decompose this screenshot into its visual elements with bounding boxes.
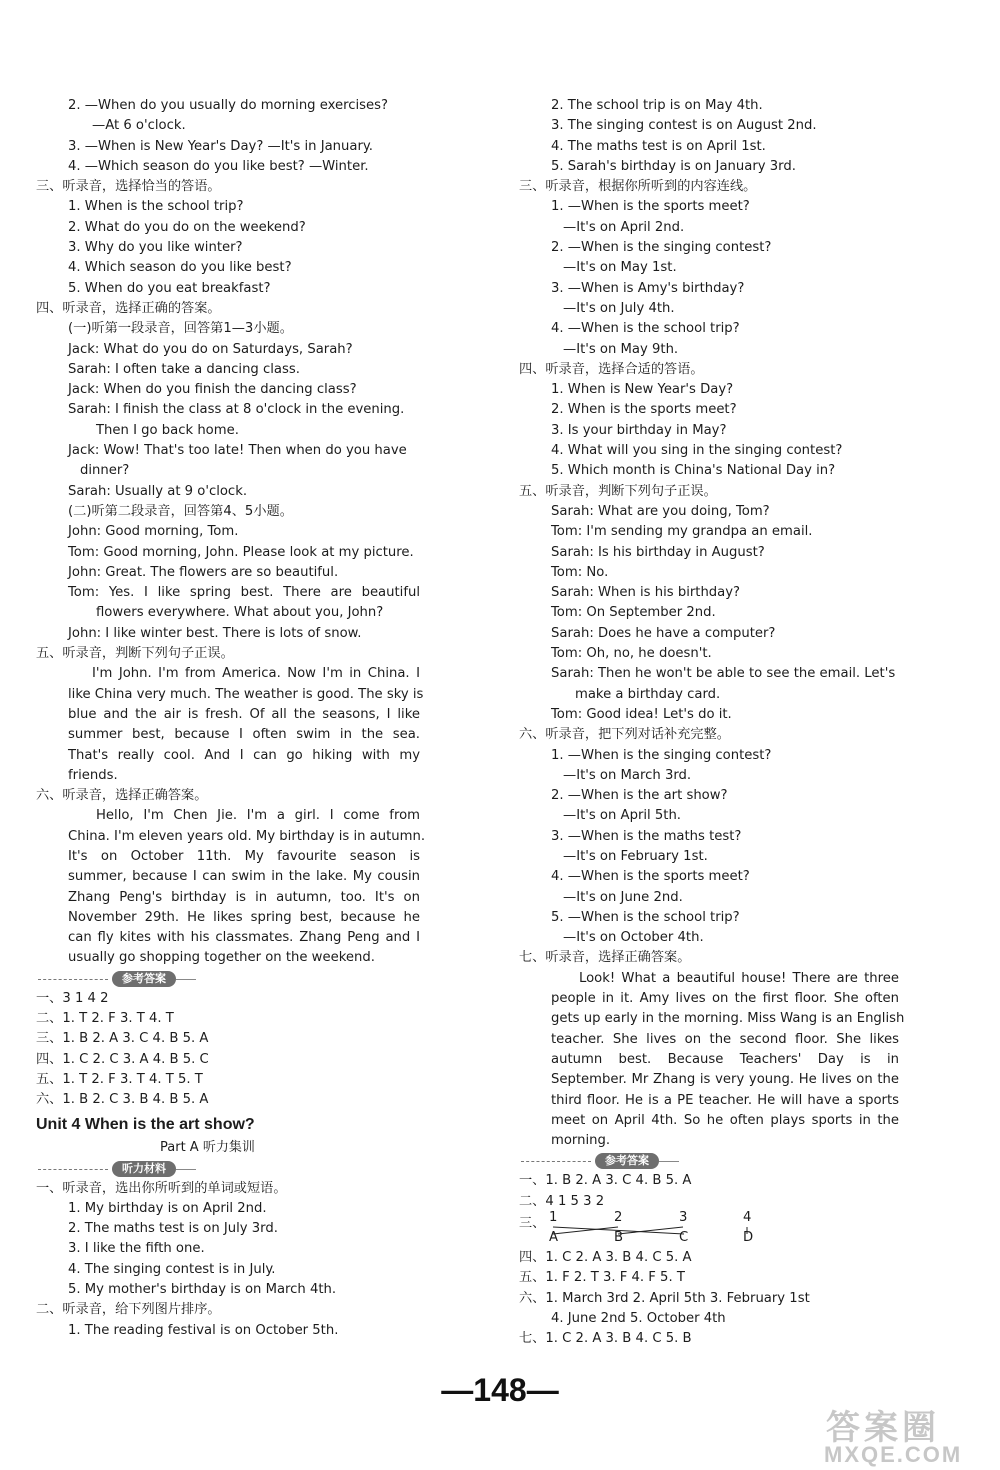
text-line: 5. When do you eat breakfast?: [68, 280, 271, 296]
right-column: [519, 96, 905, 1350]
match-lines: [519, 1212, 779, 1248]
text-line: 2. The school trip is on May 4th.: [551, 98, 763, 113]
section-heading: 二、听录音，给下列图片排序。: [36, 1302, 221, 1318]
text-line: —It's on July 4th.: [563, 300, 675, 316]
match-top-label: 1: [549, 1210, 558, 1226]
text-line: meet on April 4th. So he often plays sports in the: [551, 1112, 899, 1128]
section-badge: [519, 1151, 899, 1171]
text-line: Sarah: Does he have a computer?: [551, 625, 776, 641]
match-bottom-label: A: [549, 1230, 559, 1246]
section-badge: [36, 1159, 420, 1179]
text-line: make a birthday card.: [575, 686, 721, 702]
answer-line: 六、1. B 2. C 3. B 4. B 5. A: [36, 1092, 209, 1108]
watermark-text: 答案圈: [826, 1408, 940, 1448]
answer-line: 二、1. T 2. F 3. T 4. T: [36, 1011, 174, 1027]
text-line: 4. Which season do you like best?: [68, 260, 292, 276]
match-top-label: 4: [743, 1210, 752, 1226]
section-heading: 六、听录音，把下列对话补充完整。: [519, 727, 730, 743]
text-line: November 29th. He likes spring best, because he: [68, 909, 420, 925]
text-line: Sarah: Then he won't be able to see the email. Let's: [551, 666, 896, 682]
text-line: 1. When is New Year's Day?: [551, 382, 734, 398]
text-line: —It's on April 2nd.: [563, 219, 685, 235]
badge-label: 参考答案: [595, 1153, 659, 1169]
answer-line: 一、3 1 4 2: [36, 990, 109, 1006]
text-line: I'm John. I'm from America. Now I'm in China. I: [92, 666, 420, 682]
text-line: gets up early in the morning. Miss Wang is an English: [551, 1011, 905, 1027]
text-line: 4. The singing contest is in July.: [68, 1261, 276, 1277]
text-line: Jack: Wow! That's too late! Then when do you have: [68, 443, 407, 459]
text-line: 1. When is the school trip?: [68, 199, 244, 215]
match-top-label: 2: [614, 1210, 623, 1226]
section-heading: 四、听录音，选择正确的答案。: [36, 300, 221, 316]
section-heading: 六、听录音，选择正确答案。: [36, 788, 208, 804]
text-line: dinner?: [80, 463, 130, 479]
text-line: can fly kites with his classmates. Zhang Peng and I: [68, 930, 420, 946]
text-line: 4. —When is the sports meet?: [551, 869, 750, 885]
text-line: Jack: When do you finish the dancing class?: [68, 382, 357, 398]
page-number: —148—: [441, 1372, 559, 1408]
answer-line: 二、4 1 5 3 2: [519, 1193, 605, 1209]
text-line: 2. What do you do on the weekend?: [68, 219, 306, 235]
text-line: 3. Why do you like winter?: [68, 240, 243, 256]
text-line: (一)听第一段录音，回答第1—3小题。: [68, 321, 293, 337]
text-line: 4. —When is the school trip?: [551, 321, 740, 337]
match-bottom-label: D: [743, 1230, 754, 1246]
text-line: 3. —When is the maths test?: [551, 828, 742, 844]
text-line: Tom: Oh, no, he doesn't.: [551, 646, 712, 662]
answer-line: 三、1. B 2. A 3. C 4. B 5. A: [36, 1031, 209, 1047]
text-line: —It's on May 9th.: [563, 341, 679, 357]
section-heading: 一、听录音，选出你所听到的单词或短语。: [36, 1180, 287, 1196]
section-heading: 四、听录音，选择合适的答语。: [519, 361, 704, 377]
text-line: Tom: On September 2nd.: [551, 605, 716, 621]
text-line: 2. —When is the art show?: [551, 788, 728, 804]
text-line: 4. —Which season do you like best? —Winter.: [68, 158, 369, 174]
answer-line: 五、1. F 2. T 3. F 4. F 5. T: [519, 1270, 685, 1286]
text-line: 2. —When is the singing contest?: [551, 240, 772, 256]
text-line: Sarah: Is his birthday in August?: [551, 544, 765, 560]
text-line: 3. —When is New Year's Day? —It's in January.: [68, 138, 373, 154]
text-line: Hello, I'm Chen Jie. I'm a girl. I come from: [96, 808, 420, 824]
answer-line: 四、1. C 2. C 3. A 4. B 5. C: [36, 1051, 209, 1067]
section-badge: [36, 969, 420, 989]
text-line: 5. —When is the school trip?: [551, 909, 740, 925]
text-line: Tom: Good idea! Let's do it.: [551, 706, 732, 722]
text-line: 2. When is the sports meet?: [551, 402, 737, 418]
text-line: summer best, because I often swim in the sea.: [68, 727, 420, 743]
text-line: summer, because I can swim in the lake. My cousin: [68, 869, 420, 885]
unit-title: Unit 4 When is the art show?: [36, 1115, 255, 1133]
section-heading: 七、听录音，选择正确答案。: [519, 950, 691, 966]
text-line: 4. The maths test is on April 1st.: [551, 138, 766, 154]
answer-line: 六、1. March 3rd 2. April 5th 3. February 1st: [519, 1290, 810, 1306]
watermark-url: MXQE.COM: [824, 1442, 963, 1467]
text-line: Look! What a beautiful house! There are three: [579, 970, 899, 986]
text-line: Jack: What do you do on Saturdays, Sarah?: [68, 341, 353, 357]
answer-line: 一、1. B 2. A 3. C 4. B 5. A: [519, 1173, 692, 1189]
match-prefix: 三、: [519, 1216, 546, 1232]
answer-line: 七、1. C 2. A 3. B 4. C 5. B: [519, 1331, 692, 1347]
text-line: It's on October 11th. My favourite season is: [68, 848, 420, 864]
match-bottom-label: C: [679, 1230, 689, 1246]
text-line: like China very much. The weather is good. The sky is: [68, 686, 424, 702]
text-line: —It's on June 2nd.: [563, 889, 683, 905]
text-line: Sarah: I often take a dancing class.: [68, 361, 300, 377]
text-line: 1. —When is the sports meet?: [551, 199, 750, 215]
text-line: blue and the air is fresh. Of all the seasons, I like: [68, 706, 420, 722]
text-line: 5. Sarah's birthday is on January 3rd.: [551, 158, 796, 174]
text-line: people in it. Amy lives on the first floor. She often: [551, 991, 899, 1007]
section-heading: 三、听录音，选择恰当的答语。: [36, 179, 221, 195]
text-line: Zhang Peng's birthday is in autumn, too. It's on: [68, 889, 420, 905]
text-line: John: Good morning, Tom.: [68, 524, 239, 540]
text-line: 3. Is your birthday in May?: [551, 422, 727, 438]
text-line: —It's on March 3rd.: [563, 767, 692, 783]
badge-label: 参考答案: [112, 971, 176, 987]
text-line: John: I like winter best. There is lots of snow.: [68, 625, 362, 641]
text-line: 3. —When is Amy's birthday?: [551, 280, 745, 296]
text-line: friends.: [68, 767, 118, 783]
section-heading: 五、听录音，判断下列句子正误。: [519, 483, 717, 499]
text-line: September. Mr Zhang is very young. He lives on the: [551, 1072, 899, 1088]
text-line: China. I'm eleven years old. My birthday is in autumn.: [68, 828, 426, 844]
text-line: —At 6 o'clock.: [92, 118, 186, 134]
match-top-label: 3: [679, 1210, 688, 1226]
text-line: 2. —When do you usually do morning exercises?: [68, 98, 389, 113]
text-line: Sarah: Usually at 9 o'clock.: [68, 483, 248, 499]
matching-answer: [519, 1212, 899, 1248]
section-heading: 三、听录音，根据你所听到的内容连线。: [519, 179, 757, 195]
text-line: flowers everywhere. What about you, John?: [96, 605, 384, 621]
text-line: Sarah: When is his birthday?: [551, 585, 741, 601]
text-line: Tom: Yes. I like spring best. There are beautiful: [68, 585, 420, 601]
text-line: 1. My birthday is on April 2nd.: [68, 1200, 267, 1216]
text-line: 5. Which month is China's National Day in?: [551, 463, 836, 479]
section-heading: 五、听录音，判断下列句子正误。: [36, 646, 234, 662]
text-line: 3. The singing contest is on August 2nd.: [551, 118, 817, 134]
text-line: 1. The reading festival is on October 5th.: [68, 1322, 339, 1338]
answer-line: 五、1. T 2. F 3. T 4. T 5. T: [36, 1071, 203, 1087]
text-line: 4. What will you sing in the singing contest?: [551, 443, 843, 459]
text-line: autumn best. Because Teachers' Day is in: [551, 1051, 899, 1067]
watermark-logo: [806, 1400, 996, 1466]
text-line: That's really cool. And I can go hiking with my: [68, 747, 420, 763]
text-line: 5. My mother's birthday is on March 4th.: [68, 1282, 337, 1298]
answer-line: 四、1. C 2. A 3. B 4. C 5. A: [519, 1250, 692, 1266]
text-line: John: Great. The flowers are so beautiful.: [68, 564, 339, 580]
text-line: 2. The maths test is on July 3rd.: [68, 1221, 278, 1237]
match-bottom-label: B: [614, 1230, 624, 1246]
text-line: Tom: No.: [551, 564, 609, 580]
text-line: (二)听第二段录音，回答第4、5小题。: [68, 503, 293, 519]
text-line: Sarah: I finish the class at 8 o'clock in the evening.: [68, 402, 405, 418]
text-line: —It's on October 4th.: [563, 930, 704, 946]
text-line: usually go shopping together on the weekend.: [68, 950, 375, 966]
left-column: [36, 96, 426, 1341]
text-line: Then I go back home.: [96, 422, 239, 438]
badge-label: 听力材料: [112, 1161, 176, 1177]
text-line: Sarah: What are you doing, Tom?: [551, 503, 770, 519]
text-line: teacher. She lives on the second floor. She likes: [551, 1031, 899, 1047]
text-line: Tom: I'm sending my grandpa an email.: [551, 524, 813, 540]
text-line: 1. —When is the singing contest?: [551, 747, 772, 763]
text-line: third floor. He is a PE teacher. He will have a sports: [551, 1092, 899, 1108]
text-line: morning.: [551, 1133, 611, 1149]
part-title: Part A 听力集训: [160, 1139, 255, 1155]
text-line: —It's on May 1st.: [563, 260, 677, 276]
text-line: 4. June 2nd 5. October 4th: [551, 1310, 726, 1326]
text-line: Tom: Good morning, John. Please look at my picture.: [68, 544, 414, 560]
text-line: —It's on April 5th.: [563, 808, 681, 824]
text-line: 3. I like the fifth one.: [68, 1241, 205, 1257]
text-line: —It's on February 1st.: [563, 848, 708, 864]
